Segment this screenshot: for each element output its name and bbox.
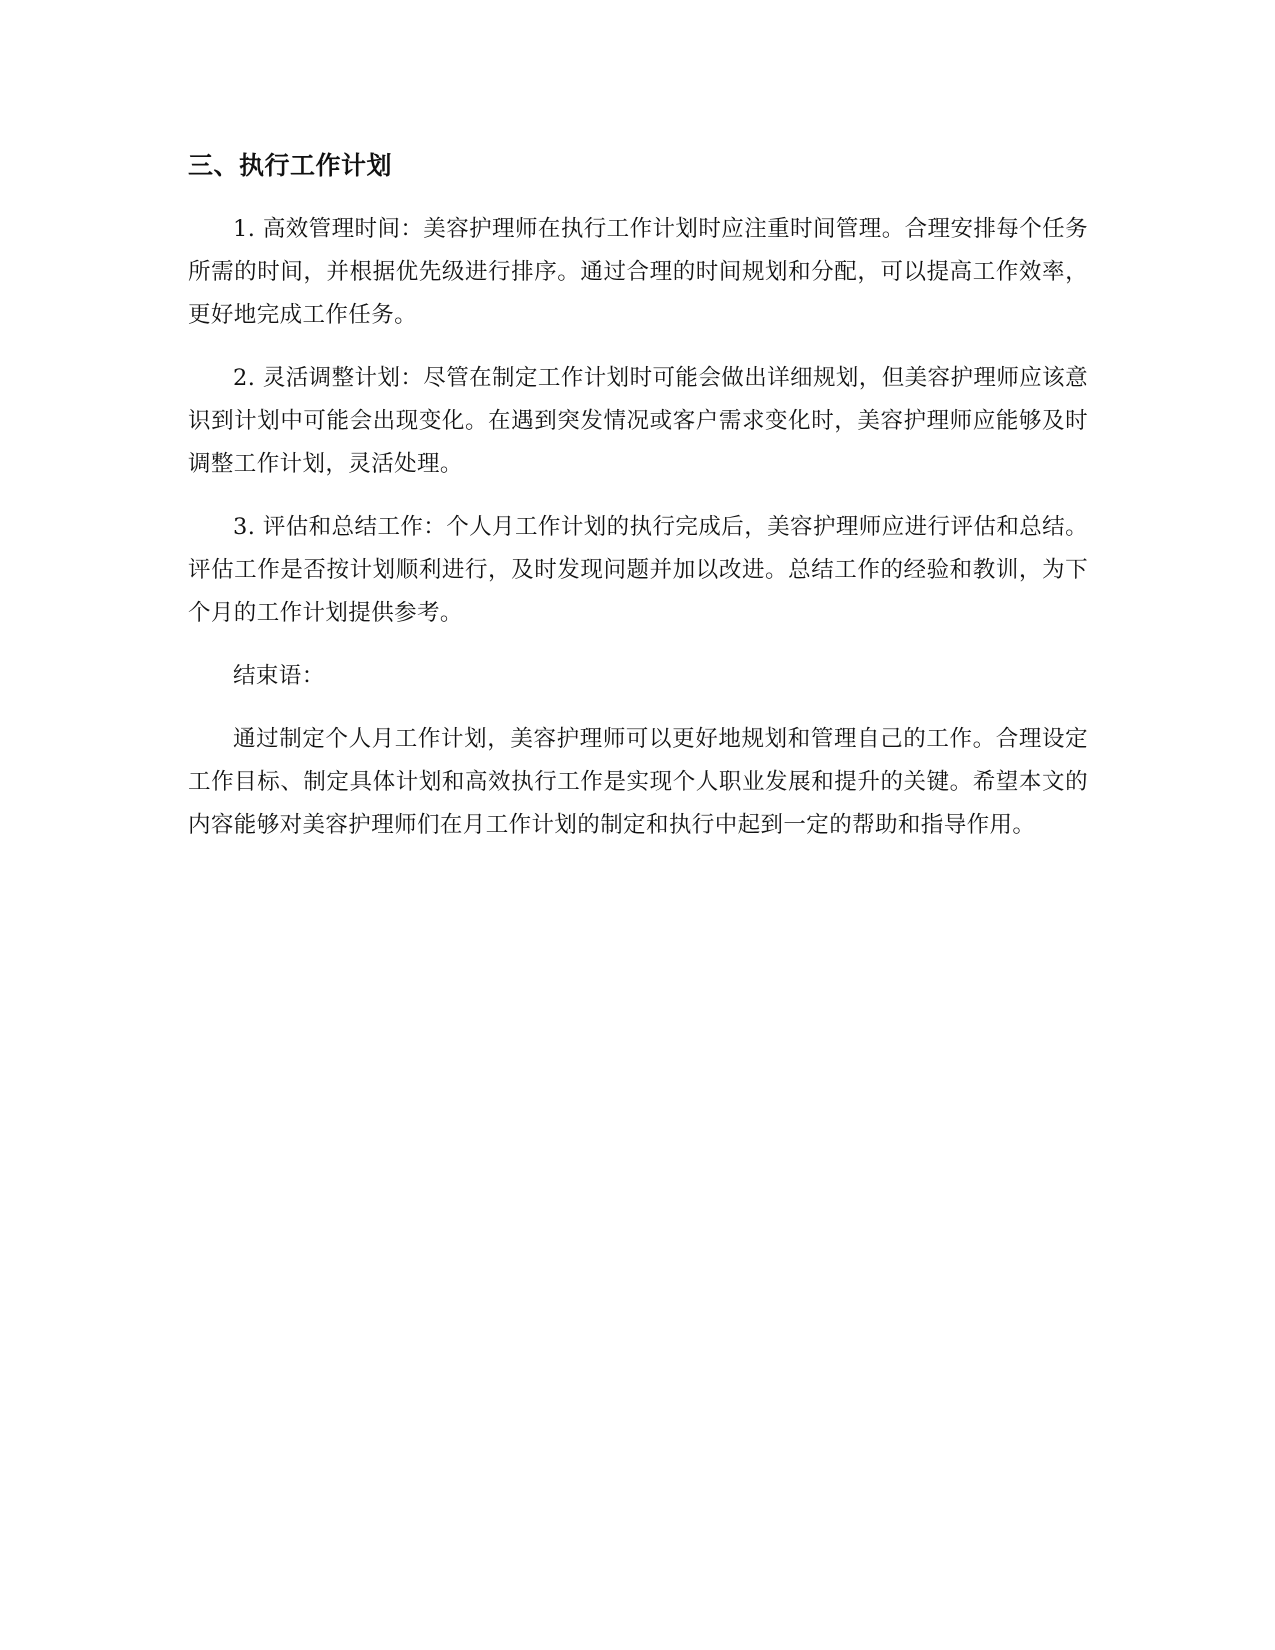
paragraph-evaluation-summary: 3. 评估和总结工作：个人月工作计划的执行完成后，美容护理师应进行评估和总结。评估工作是否按计划顺利进行，及时发现问题并加以改进。总结工作的经验和教训，为下个月的工作计划提供参考。: [188, 514, 1088, 626]
closing-label: 结束语：: [233, 663, 325, 689]
paragraph-time-management: 1. 高效管理时间：美容护理师在执行工作计划时应注重时间管理。合理安排每个任务所需的时间，并根据优先级进行排序。通过合理的时间规划和分配，可以提高工作效率，更好地完成工作任务。: [188, 216, 1088, 328]
document-body: [188, 146, 1088, 867]
paragraph-conclusion: 通过制定个人月工作计划，美容护理师可以更好地规划和管理自己的工作。合理设定工作目标、制定具体计划和高效执行工作是实现个人职业发展和提升的关键。希望本文的内容能够对美容护理师们在月工作计划的制定和执行中起到一定的帮助和指导作用。: [188, 726, 1088, 838]
paragraph-flexible-adjustment: 2. 灵活调整计划：尽管在制定工作计划时可能会做出详细规划，但美容护理师应该意识到计划中可能会出现变化。在遇到突发情况或客户需求变化时，美容护理师应能够及时调整工作计划，灵活处理。: [188, 365, 1088, 477]
section-heading: 三、执行工作计划: [188, 151, 393, 180]
